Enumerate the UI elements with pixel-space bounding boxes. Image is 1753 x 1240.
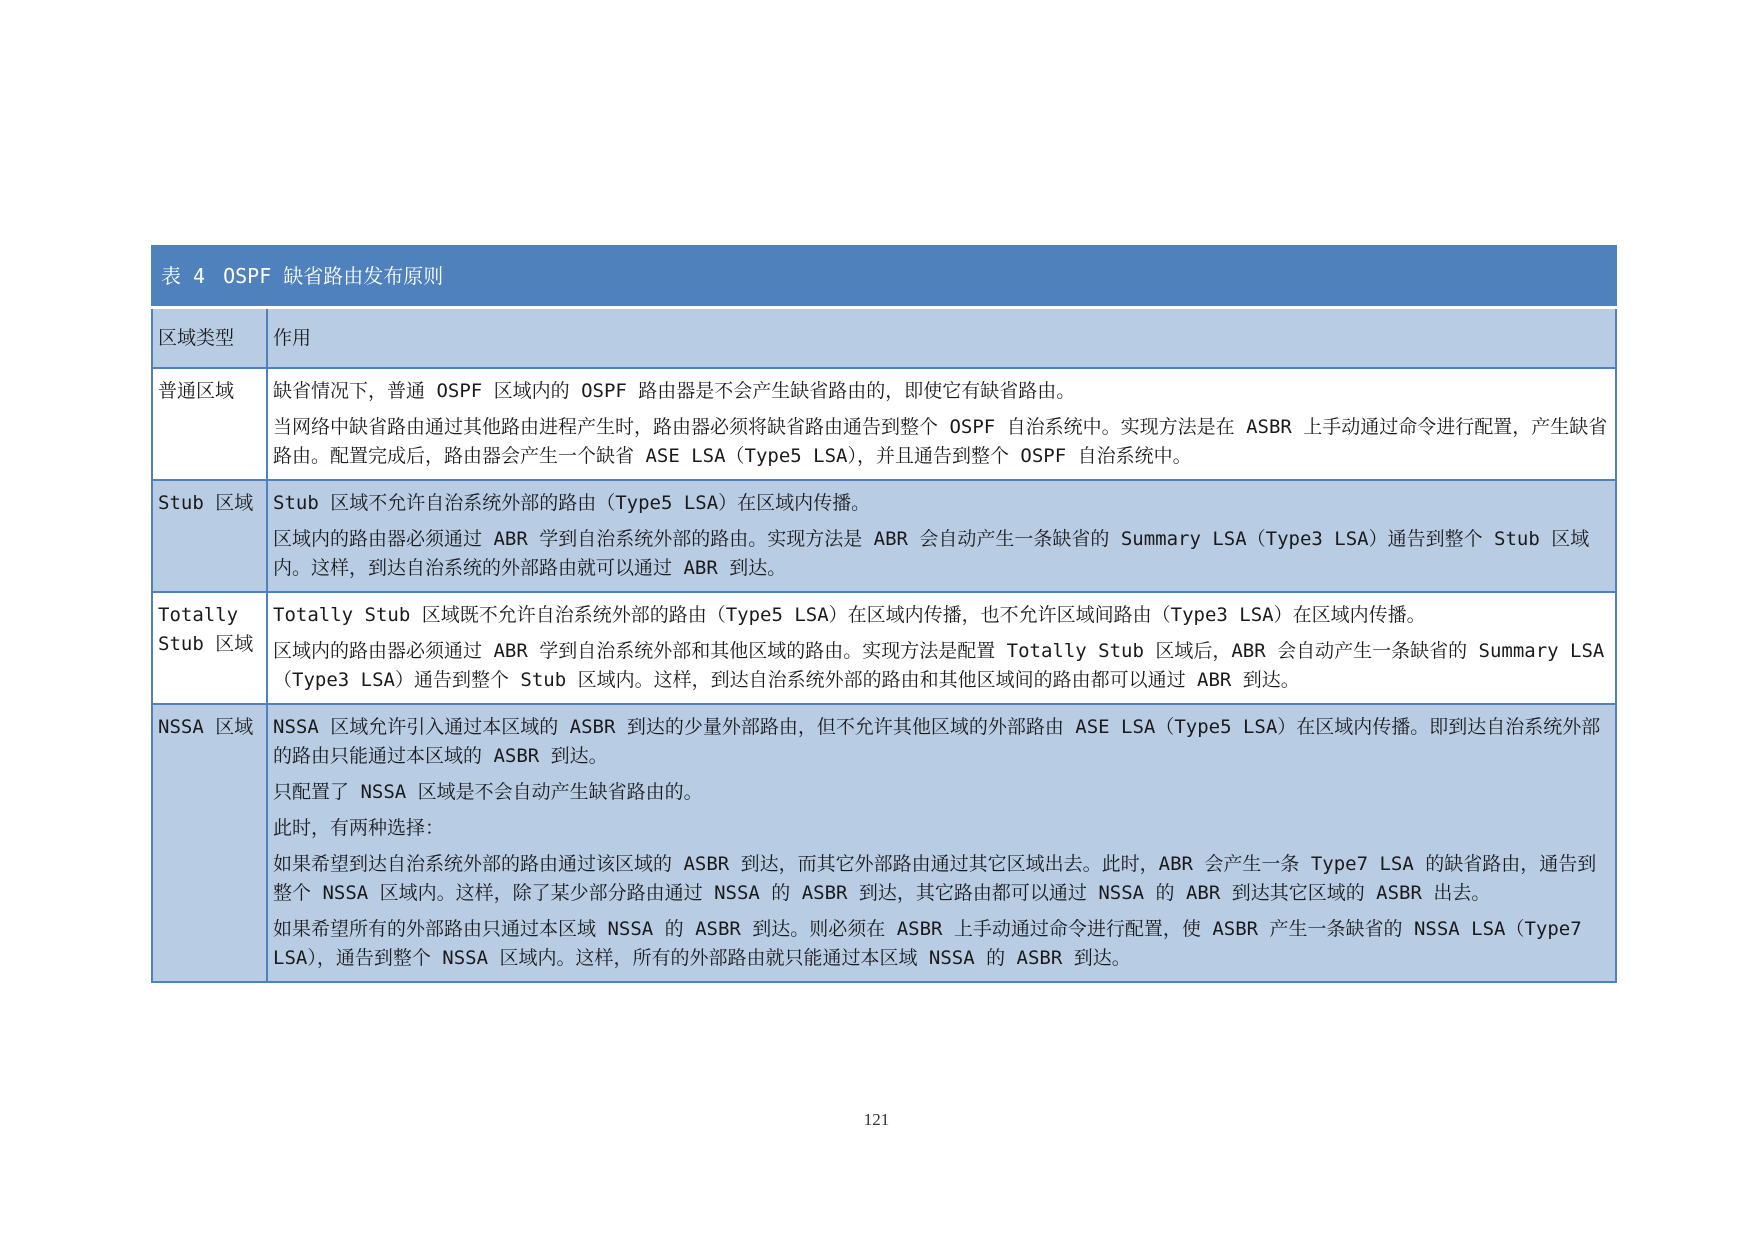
description-paragraph: Stub 区域不允许自治系统外部的路由（Type5 LSA）在区域内传播。 [273,492,871,514]
description-paragraph: 如果希望所有的外部路由只通过本区域 NSSA 的 ASBR 到达。则必须在 ASBR 上手动通过命令进行配置，使 ASBR 产生一条缺省的 NSSA LSA（Type7 LSA），通告到整个 NSSA 区域内。这样，所有的外部路由就只能通过本区域 NSSA 的 ASBR 到达。 [273,918,1582,969]
area-name: 普通区域 [152,368,267,480]
area-name: NSSA 区域 [152,704,267,982]
description-paragraph: 当网络中缺省路由通过其他路由进程产生时，路由器必须将缺省路由通告到整个 OSPF 自治系统中。实现方法是在 ASBR 上手动通过命令进行配置，产生缺省路由。配置完成后，路由器会产生一个缺省 ASE LSA（Type5 LSA），并且通告到整个 OSPF 自治系统中。 [273,416,1608,467]
table-row-nssa-area [152,704,1616,982]
description-paragraph: 此时，有两种选择： [273,817,445,839]
description-paragraph: 只配置了 NSSA 区域是不会自动产生缺省路由的。 [273,781,703,803]
area-name: Stub 区域 [152,480,267,592]
description-paragraph: 缺省情况下，普通 OSPF 区域内的 OSPF 路由器是不会产生缺省路由的，即使它有缺省路由。 [273,380,1076,402]
description-paragraph: 区域内的路由器必须通过 ABR 学到自治系统外部的路由。实现方法是 ABR 会自动产生一条缺省的 Summary LSA（Type3 LSA）通告到整个 Stub 区域内。这样，到达自治系统的外部路由就可以通过 ABR 到达。 [273,528,1590,579]
area-name: Totally Stub 区域 [152,592,267,704]
table-row-totally-stub-area [152,592,1616,704]
ospf-default-route-table [151,245,1617,983]
table-row-stub-area [152,480,1616,592]
header-function: 作用 [267,308,1616,369]
description-paragraph: Totally Stub 区域既不允许自治系统外部的路由（Type5 LSA）在区域内传播，也不允许区域间路由（Type3 LSA）在区域内传播。 [273,604,1426,626]
header-area-type: 区域类型 [152,308,267,369]
area-description [267,480,1616,592]
table-title-number: 表 4 [161,264,206,288]
page-number: 121 [863,1110,890,1129]
table-title [152,246,1616,308]
description-paragraph: NSSA 区域允许引入通过本区域的 ASBR 到达的少量外部路由，但不允许其他区域的外部路由 ASE LSA（Type5 LSA）在区域内传播。即到达自治系统外部的路由只能通过本区域的 ASBR 到达。 [273,716,1601,767]
table-row-normal-area [152,368,1616,480]
description-paragraph: 区域内的路由器必须通过 ABR 学到自治系统外部和其他区域的路由。实现方法是配置 Totally Stub 区域后，ABR 会自动产生一条缺省的 Summary LSA（Type3 LSA）通告到整个 Stub 区域内。这样，到达自治系统外部的路由和其他区域间的路由都可以通过 ABR 到达。 [273,640,1605,691]
area-description [267,704,1616,982]
description-paragraph: 如果希望到达自治系统外部的路由通过该区域的 ASBR 到达，而其它外部路由通过其它区域出去。此时，ABR 会产生一条 Type7 LSA 的缺省路由，通告到整个 NSSA 区域内。这样，除了某少部分路由通过 NSSA 的 ASBR 到达，其它路由都可以通过 NSSA 的 ABR 到达其它区域的 ASBR 出去。 [273,853,1597,904]
table-header-row [152,308,1616,369]
area-description [267,368,1616,480]
area-description [267,592,1616,704]
table-title-text: OSPF 缺省路由发布原则 [223,264,444,288]
